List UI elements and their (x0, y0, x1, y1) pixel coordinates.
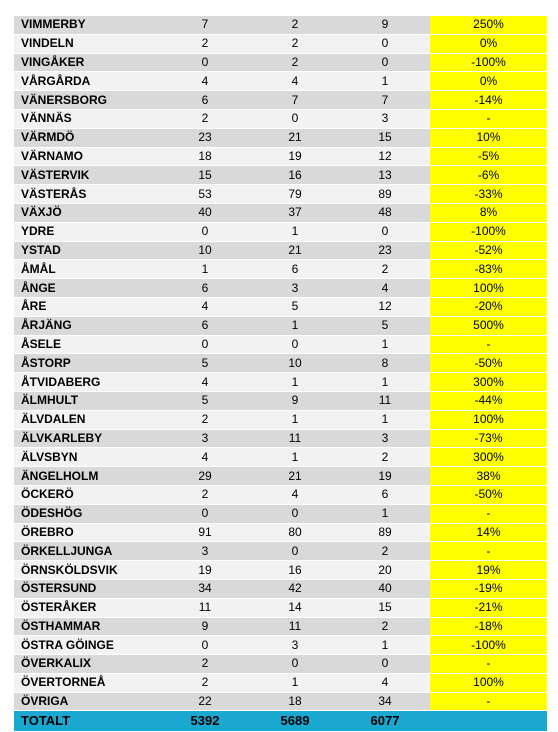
count-col-3: 13 (340, 166, 430, 185)
municipality-name: VÄSTERVIK (14, 166, 160, 185)
table-row (14, 598, 547, 617)
count-col-3: 0 (340, 222, 430, 241)
municipality-name: ÅMÅL (14, 260, 160, 279)
change-percent: 100% (430, 673, 547, 692)
municipality-name: ÄLVKARLEBY (14, 429, 160, 448)
count-col-1: 4 (160, 297, 250, 316)
table-row (14, 448, 547, 467)
change-percent: -50% (430, 354, 547, 373)
change-percent: 500% (430, 316, 547, 335)
count-col-1: 6 (160, 279, 250, 298)
count-col-2: 16 (250, 166, 340, 185)
count-col-3: 1 (340, 504, 430, 523)
table-row (14, 279, 547, 298)
count-col-2: 3 (250, 279, 340, 298)
change-percent: -20% (430, 297, 547, 316)
count-col-2: 21 (250, 241, 340, 260)
count-col-1: 4 (160, 448, 250, 467)
municipality-name: VÄRMDÖ (14, 128, 160, 147)
count-col-3: 8 (340, 354, 430, 373)
municipality-name: ÅNGE (14, 279, 160, 298)
table-row (14, 316, 547, 335)
count-col-2: 37 (250, 203, 340, 222)
municipality-name: VINDELN (14, 34, 160, 53)
count-col-2: 80 (250, 523, 340, 542)
count-col-2: 2 (250, 53, 340, 72)
table-row (14, 222, 547, 241)
municipality-name: ÄLMHULT (14, 391, 160, 410)
count-col-2: 1 (250, 222, 340, 241)
change-percent: - (430, 335, 547, 354)
change-percent: - (430, 109, 547, 128)
table-row (14, 53, 547, 72)
total-change (430, 711, 547, 732)
count-col-2: 9 (250, 391, 340, 410)
municipality-name: ÅSELE (14, 335, 160, 354)
count-col-2: 10 (250, 354, 340, 373)
count-col-1: 6 (160, 316, 250, 335)
count-col-1: 11 (160, 598, 250, 617)
count-col-1: 91 (160, 523, 250, 542)
municipality-name: YSTAD (14, 241, 160, 260)
count-col-1: 0 (160, 53, 250, 72)
count-col-2: 1 (250, 373, 340, 392)
change-percent: 250% (430, 16, 547, 34)
count-col-3: 15 (340, 128, 430, 147)
count-col-2: 3 (250, 636, 340, 655)
change-percent: 100% (430, 279, 547, 298)
count-col-1: 19 (160, 561, 250, 580)
change-percent: 8% (430, 203, 547, 222)
table-row (14, 34, 547, 53)
count-col-1: 9 (160, 617, 250, 636)
change-percent: 14% (430, 523, 547, 542)
count-col-1: 10 (160, 241, 250, 260)
count-col-3: 20 (340, 561, 430, 580)
count-col-1: 5 (160, 391, 250, 410)
count-col-3: 2 (340, 617, 430, 636)
count-col-3: 48 (340, 203, 430, 222)
count-col-1: 2 (160, 655, 250, 674)
count-col-3: 4 (340, 279, 430, 298)
count-col-1: 4 (160, 72, 250, 91)
change-percent: -5% (430, 147, 547, 166)
count-col-1: 23 (160, 128, 250, 147)
table-row (14, 504, 547, 523)
count-col-2: 1 (250, 448, 340, 467)
count-col-3: 34 (340, 692, 430, 711)
count-col-1: 0 (160, 222, 250, 241)
count-col-3: 89 (340, 523, 430, 542)
municipality-name: VÄRNAMO (14, 147, 160, 166)
count-col-2: 0 (250, 335, 340, 354)
count-col-1: 40 (160, 203, 250, 222)
count-col-2: 19 (250, 147, 340, 166)
table-row (14, 410, 547, 429)
count-col-1: 7 (160, 16, 250, 34)
municipality-name: ÅSTORP (14, 354, 160, 373)
municipality-name: ÄLVSBYN (14, 448, 160, 467)
count-col-1: 29 (160, 467, 250, 486)
change-percent: -19% (430, 579, 547, 598)
count-col-1: 2 (160, 485, 250, 504)
count-col-2: 4 (250, 485, 340, 504)
count-col-2: 2 (250, 16, 340, 34)
count-col-3: 40 (340, 579, 430, 598)
municipality-name: ÖSTRA GÖINGE (14, 636, 160, 655)
count-col-1: 22 (160, 692, 250, 711)
municipality-name: YDRE (14, 222, 160, 241)
change-percent: -44% (430, 391, 547, 410)
table-row (14, 354, 547, 373)
count-col-3: 2 (340, 260, 430, 279)
change-percent: -6% (430, 166, 547, 185)
count-col-3: 89 (340, 185, 430, 204)
count-col-3: 23 (340, 241, 430, 260)
count-col-2: 5 (250, 297, 340, 316)
change-percent: -14% (430, 91, 547, 110)
count-col-1: 0 (160, 636, 250, 655)
change-percent: -100% (430, 222, 547, 241)
count-col-2: 4 (250, 72, 340, 91)
count-col-2: 0 (250, 655, 340, 674)
count-col-2: 11 (250, 617, 340, 636)
count-col-3: 15 (340, 598, 430, 617)
municipality-name: ÄLVDALEN (14, 410, 160, 429)
count-col-1: 1 (160, 260, 250, 279)
count-col-3: 5 (340, 316, 430, 335)
table-row (14, 617, 547, 636)
table-row (14, 485, 547, 504)
count-col-2: 16 (250, 561, 340, 580)
municipality-name: VÄXJÖ (14, 203, 160, 222)
table-row (14, 636, 547, 655)
table-row (14, 561, 547, 580)
count-col-3: 12 (340, 147, 430, 166)
count-col-3: 11 (340, 391, 430, 410)
change-percent: -33% (430, 185, 547, 204)
count-col-2: 79 (250, 185, 340, 204)
count-col-3: 2 (340, 448, 430, 467)
count-col-2: 18 (250, 692, 340, 711)
change-percent: 10% (430, 128, 547, 147)
change-percent: -100% (430, 636, 547, 655)
total-col-2: 5689 (250, 711, 340, 732)
count-col-2: 6 (250, 260, 340, 279)
count-col-1: 2 (160, 410, 250, 429)
total-row (14, 711, 547, 732)
count-col-3: 4 (340, 673, 430, 692)
count-col-3: 2 (340, 542, 430, 561)
change-percent: -100% (430, 53, 547, 72)
municipality-name: ÖREBRO (14, 523, 160, 542)
table-row (14, 523, 547, 542)
table-row (14, 185, 547, 204)
municipality-name: ÖSTERSUND (14, 579, 160, 598)
change-percent: 100% (430, 410, 547, 429)
municipality-name: VÄSTERÅS (14, 185, 160, 204)
change-percent: -52% (430, 241, 547, 260)
table-row (14, 297, 547, 316)
count-col-2: 7 (250, 91, 340, 110)
table-row (14, 429, 547, 448)
table-row (14, 542, 547, 561)
total-label: TOTALT (14, 711, 160, 732)
table-row (14, 147, 547, 166)
municipality-name: VÄNNÄS (14, 109, 160, 128)
count-col-1: 0 (160, 504, 250, 523)
count-col-1: 3 (160, 429, 250, 448)
municipality-name: VINGÅKER (14, 53, 160, 72)
table-row (14, 241, 547, 260)
table-row (14, 91, 547, 110)
table-row (14, 72, 547, 91)
count-col-3: 7 (340, 91, 430, 110)
count-col-1: 18 (160, 147, 250, 166)
municipality-table (14, 16, 547, 732)
count-col-1: 4 (160, 373, 250, 392)
municipality-name: ÖDESHÖG (14, 504, 160, 523)
count-col-2: 2 (250, 34, 340, 53)
municipality-name: VÅRGÅRDA (14, 72, 160, 91)
change-percent: - (430, 692, 547, 711)
change-percent: 0% (430, 34, 547, 53)
municipality-name: ÖRNSKÖLDSVIK (14, 561, 160, 580)
municipality-name: ÖVERKALIX (14, 655, 160, 674)
count-col-3: 6 (340, 485, 430, 504)
municipality-name: VIMMERBY (14, 16, 160, 34)
count-col-1: 2 (160, 34, 250, 53)
count-col-1: 3 (160, 542, 250, 561)
count-col-3: 19 (340, 467, 430, 486)
table-row (14, 260, 547, 279)
table-row (14, 391, 547, 410)
count-col-2: 0 (250, 542, 340, 561)
count-col-1: 0 (160, 335, 250, 354)
change-percent: -21% (430, 598, 547, 617)
count-col-2: 42 (250, 579, 340, 598)
count-col-1: 2 (160, 109, 250, 128)
table-row (14, 16, 547, 34)
table-row (14, 373, 547, 392)
count-col-1: 2 (160, 673, 250, 692)
municipality-name: ÖCKERÖ (14, 485, 160, 504)
change-percent: -50% (430, 485, 547, 504)
municipality-name: ÖRKELLJUNGA (14, 542, 160, 561)
change-percent: -83% (430, 260, 547, 279)
count-col-1: 34 (160, 579, 250, 598)
count-col-2: 1 (250, 316, 340, 335)
count-col-2: 21 (250, 128, 340, 147)
count-col-2: 0 (250, 109, 340, 128)
count-col-1: 5 (160, 354, 250, 373)
municipality-name: ÅRJÄNG (14, 316, 160, 335)
table-row (14, 692, 547, 711)
change-percent: 0% (430, 72, 547, 91)
change-percent: - (430, 504, 547, 523)
table-row (14, 166, 547, 185)
count-col-2: 1 (250, 410, 340, 429)
change-percent: - (430, 542, 547, 561)
count-col-3: 12 (340, 297, 430, 316)
table-row (14, 203, 547, 222)
count-col-3: 9 (340, 16, 430, 34)
total-col-1: 5392 (160, 711, 250, 732)
change-percent: 300% (430, 373, 547, 392)
municipality-name: ÖSTERÅKER (14, 598, 160, 617)
count-col-2: 11 (250, 429, 340, 448)
municipality-name: VÄNERSBORG (14, 91, 160, 110)
change-percent: 300% (430, 448, 547, 467)
change-percent: - (430, 655, 547, 674)
count-col-3: 1 (340, 373, 430, 392)
count-col-2: 21 (250, 467, 340, 486)
table-row (14, 673, 547, 692)
table-body (14, 16, 547, 711)
count-col-3: 1 (340, 636, 430, 655)
count-col-3: 3 (340, 429, 430, 448)
count-col-1: 53 (160, 185, 250, 204)
table-row (14, 655, 547, 674)
count-col-1: 15 (160, 166, 250, 185)
count-col-2: 1 (250, 673, 340, 692)
count-col-3: 1 (340, 410, 430, 429)
municipality-name: ÖSTHAMMAR (14, 617, 160, 636)
count-col-3: 0 (340, 655, 430, 674)
count-col-3: 3 (340, 109, 430, 128)
count-col-2: 0 (250, 504, 340, 523)
change-percent: 38% (430, 467, 547, 486)
count-col-3: 1 (340, 335, 430, 354)
count-col-3: 1 (340, 72, 430, 91)
table-row (14, 579, 547, 598)
municipality-name: ÖVRIGA (14, 692, 160, 711)
municipality-name: ÖVERTORNEÅ (14, 673, 160, 692)
count-col-3: 0 (340, 53, 430, 72)
table-row (14, 128, 547, 147)
total-col-3: 6077 (340, 711, 430, 732)
municipality-name: ÅRE (14, 297, 160, 316)
change-percent: -73% (430, 429, 547, 448)
count-col-3: 0 (340, 34, 430, 53)
table-row (14, 467, 547, 486)
municipality-name: ÅTVIDABERG (14, 373, 160, 392)
count-col-1: 6 (160, 91, 250, 110)
municipality-name: ÄNGELHOLM (14, 467, 160, 486)
table-row (14, 109, 547, 128)
change-percent: 19% (430, 561, 547, 580)
change-percent: -18% (430, 617, 547, 636)
count-col-2: 14 (250, 598, 340, 617)
table-row (14, 335, 547, 354)
